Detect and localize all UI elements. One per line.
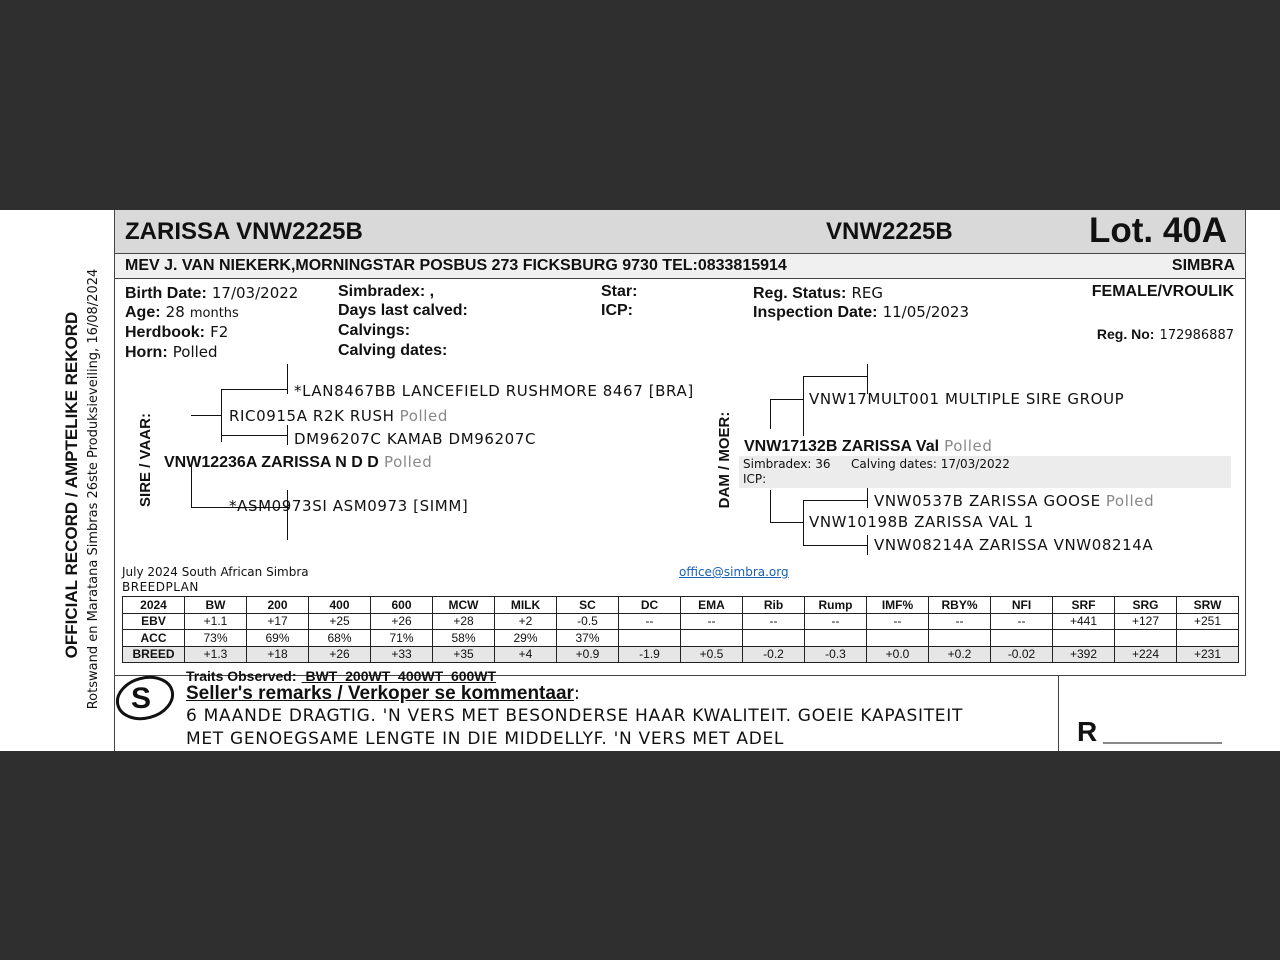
sire-great-grandsire: *LAN8467BB LANCEFIELD RUSHMORE 8467 [BRA]: [294, 382, 694, 400]
ebv-cell: +26: [371, 613, 433, 630]
ebv-cell: +224: [1115, 646, 1177, 663]
ebv-source-line1: July 2024 South African Simbra: [122, 565, 309, 579]
ebv-row: [123, 613, 1239, 630]
ebv-cell: [681, 630, 743, 647]
animal-card: [114, 210, 1246, 676]
ebv-cell: -0.2: [743, 646, 805, 663]
sire-great-granddam: DM96207C KAMAB DM96207C: [294, 430, 537, 448]
herdbook-value: F2: [210, 323, 229, 341]
sire-side-label: SIRE / VAAR:: [137, 413, 154, 507]
ebv-cell: [867, 630, 929, 647]
ebv-cell: 37%: [557, 630, 619, 647]
ebv-cell: -0.5: [557, 613, 619, 630]
icp-label: ICP:: [601, 302, 633, 319]
birth-date-label: Birth Date:: [125, 285, 207, 302]
ebv-cell: --: [867, 613, 929, 630]
ebv-header-cell: DC: [619, 597, 681, 614]
ebv-source-line2: BREEDPLAN: [122, 580, 199, 594]
remarks-heading: Seller's remarks / Verkoper se kommentaar: [186, 683, 574, 704]
remarks-line2: MET GENOEGSAME LENGTE IN DIE MIDDELLYF. 'N VERS MET ADEL: [186, 729, 785, 749]
inspection-date-label: Inspection Date:: [753, 304, 878, 321]
traits-value: BWT 200WT 400WT 600WT: [301, 668, 497, 684]
ebv-row-header: ACC: [123, 630, 185, 647]
ebv-cell: [1177, 630, 1239, 647]
reg-no-row: [1097, 324, 1234, 343]
herdbook-label: Herdbook:: [125, 324, 205, 341]
ebv-header-cell: BW: [185, 597, 247, 614]
reg-status-row: [753, 283, 883, 303]
ebv-cell: +25: [309, 613, 371, 630]
inspection-date-value: 11/05/2023: [882, 303, 970, 321]
price-box: [1058, 675, 1246, 751]
ebv-cell: -0.3: [805, 646, 867, 663]
sire-grandsire: RIC0915A R2K RUSH: [229, 407, 395, 425]
ebv-header-cell: RBY%: [929, 597, 991, 614]
ebv-header-cell: 600: [371, 597, 433, 614]
traits-label: Traits Observed:: [186, 668, 297, 684]
days-last-calved-label: Days last calved:: [338, 302, 468, 319]
dam-great-grandsire-horn: Polled: [1105, 492, 1155, 510]
animal-name: ZARISSA VNW2225B: [125, 218, 363, 245]
reg-no-label: Reg. No:: [1096, 326, 1155, 342]
sire-granddam: *ASM0973SI ASM0973 [SIMM]: [229, 497, 469, 515]
ebv-cell: +0.5: [681, 646, 743, 663]
title-bar: [115, 210, 1245, 254]
sire-horn: Polled: [383, 453, 433, 471]
email-link[interactable]: office@simbra.org: [679, 565, 789, 579]
ebv-header-cell: MCW: [433, 597, 495, 614]
breed-row: [123, 646, 1239, 663]
ebv-header-cell: SRW: [1177, 597, 1239, 614]
price-currency: R: [1077, 716, 1098, 747]
dam-granddam: VNW10198B ZARISSA VAL 1: [809, 513, 1034, 531]
ebv-cell: +1.1: [185, 613, 247, 630]
horn-value: Polled: [172, 343, 218, 361]
animal-id: VNW2225B: [826, 218, 953, 245]
ebv-cell: --: [929, 613, 991, 630]
dam-info-box: [739, 456, 1231, 488]
dam-great-granddam: VNW08214A ZARISSA VNW08214A: [874, 536, 1154, 554]
age-unit: months: [189, 306, 239, 321]
ebv-cell: +35: [433, 646, 495, 663]
ebv-cell: +18: [247, 646, 309, 663]
ebv-header-cell: SC: [557, 597, 619, 614]
remarks-line1: 6 MAANDE DRAGTIG. 'N VERS MET BESONDERSE HAAR KWALITEIT. GOEIE KAPASITEIT: [186, 706, 964, 726]
dam-side-label: DAM / MOER:: [716, 411, 733, 509]
ebv-table: [122, 596, 1239, 663]
acc-row: [123, 630, 1239, 647]
ebv-header-cell: 400: [309, 597, 371, 614]
birth-date-value: 17/03/2022: [211, 284, 299, 302]
age-value: 28: [165, 303, 185, 321]
ebv-cell: 68%: [309, 630, 371, 647]
reg-no-value: 172986887: [1159, 328, 1234, 343]
reg-status-value: REG: [851, 284, 883, 302]
age-row: [125, 302, 239, 322]
ebv-cell: 58%: [433, 630, 495, 647]
dam-icp: ICP:: [743, 472, 767, 486]
ebv-cell: +26: [309, 646, 371, 663]
simbra-logo-icon: [114, 673, 176, 721]
ebv-cell: +0.2: [929, 646, 991, 663]
owner-bar: [115, 254, 1245, 279]
sex-label: FEMALE/VROULIK: [1091, 283, 1234, 300]
dam-great-grandsire-row: [874, 491, 1154, 510]
ebv-header-cell: MILK: [495, 597, 557, 614]
star-label: Star:: [601, 283, 638, 300]
ebv-cell: [805, 630, 867, 647]
inspection-date-row: [753, 302, 969, 322]
ebv-cell: +0.0: [867, 646, 929, 663]
lot-number: Lot. 40A: [1089, 211, 1228, 250]
ebv-cell: +127: [1115, 613, 1177, 630]
ebv-cell: +17: [247, 613, 309, 630]
sire-grandsire-row: [229, 406, 448, 425]
ebv-header-cell: SRF: [1053, 597, 1115, 614]
ebv-cell: 29%: [495, 630, 557, 647]
ebv-cell: -1.9: [619, 646, 681, 663]
dam-calving-dates: Calving dates: 17/03/2022: [851, 457, 1010, 471]
calving-dates-label: Calving dates:: [338, 342, 448, 359]
sire-name: VNW12236A ZARISSA N D D: [164, 454, 379, 471]
side-labels: [0, 210, 110, 751]
ebv-header-cell: 2024: [123, 597, 185, 614]
sire-row: [164, 452, 432, 472]
dam-name: VNW17132B ZARISSA Val: [744, 438, 940, 455]
horn-label: Horn:: [125, 344, 168, 361]
ebv-header-cell: 200: [247, 597, 309, 614]
reg-status-label: Reg. Status:: [753, 285, 847, 302]
dam-row: [744, 436, 993, 456]
ebv-cell: +441: [1053, 613, 1115, 630]
ebv-cell: +251: [1177, 613, 1239, 630]
dam-grandsire: VNW17MULT001 MULTIPLE SIRE GROUP: [809, 390, 1125, 408]
ebv-cell: --: [619, 613, 681, 630]
simbradex-label: Simbradex: ,: [338, 283, 435, 300]
ebv-cell: --: [805, 613, 867, 630]
ebv-cell: +392: [1053, 646, 1115, 663]
ebv-cell: +4: [495, 646, 557, 663]
ebv-header-cell: SRG: [1115, 597, 1177, 614]
ebv-header-cell: IMF%: [867, 597, 929, 614]
birth-date-row: [125, 283, 298, 303]
ebv-cell: -0.02: [991, 646, 1053, 663]
ebv-cell: [1053, 630, 1115, 647]
ebv-cell: [1115, 630, 1177, 647]
ebv-header-cell: EMA: [681, 597, 743, 614]
sire-grandsire-horn: Polled: [399, 407, 448, 425]
ebv-cell: 73%: [185, 630, 247, 647]
remarks-heading-row: [186, 683, 580, 705]
ebv-cell: +2: [495, 613, 557, 630]
ebv-row-header: BREED: [123, 646, 185, 663]
ebv-cell: [991, 630, 1053, 647]
ebv-cell: +28: [433, 613, 495, 630]
ebv-header-cell: NFI: [991, 597, 1053, 614]
horn-row: [125, 342, 218, 362]
calvings-label: Calvings:: [338, 322, 411, 339]
ebv-cell: +1.3: [185, 646, 247, 663]
simbra-logo-letter: S: [131, 682, 152, 715]
ebv-cell: +0.9: [557, 646, 619, 663]
ebv-cell: --: [743, 613, 805, 630]
price-blank[interactable]: _________________: [1103, 728, 1222, 744]
simbra-logo: [114, 673, 176, 721]
ebv-cell: --: [681, 613, 743, 630]
ebv-cell: [619, 630, 681, 647]
remarks-colon: :: [573, 683, 580, 704]
ebv-cell: [743, 630, 805, 647]
auction-label: Rotswand en Maratana Simbras 26ste Produksieveiling, 16/08/2024: [86, 268, 101, 710]
catalogue-sheet: [0, 210, 1280, 751]
breed-label: SIMBRA: [1171, 257, 1235, 274]
herdbook-row: [125, 322, 228, 342]
ebv-cell: --: [991, 613, 1053, 630]
age-label: Age:: [125, 304, 161, 321]
ebv-cell: 69%: [247, 630, 309, 647]
ebv-row-header: EBV: [123, 613, 185, 630]
owner-line: MEV J. VAN NIEKERK,MORNINGSTAR POSBUS 273 FICKSBURG 9730 TEL:0833815914: [125, 257, 787, 274]
dam-simbradex: Simbradex: 36: [743, 457, 831, 471]
dam-horn: Polled: [944, 437, 993, 455]
ebv-cell: [929, 630, 991, 647]
ebv-cell: +33: [371, 646, 433, 663]
official-record-label: OFFICIAL RECORD / AMPTELIKE REKORD: [62, 311, 81, 659]
ebv-cell: 71%: [371, 630, 433, 647]
ebv-header-row: [123, 597, 1239, 614]
ebv-cell: +231: [1177, 646, 1239, 663]
dam-great-grandsire: VNW0537B ZARISSA GOOSE: [874, 492, 1101, 510]
ebv-header-cell: Rump: [805, 597, 867, 614]
ebv-header-cell: Rib: [743, 597, 805, 614]
